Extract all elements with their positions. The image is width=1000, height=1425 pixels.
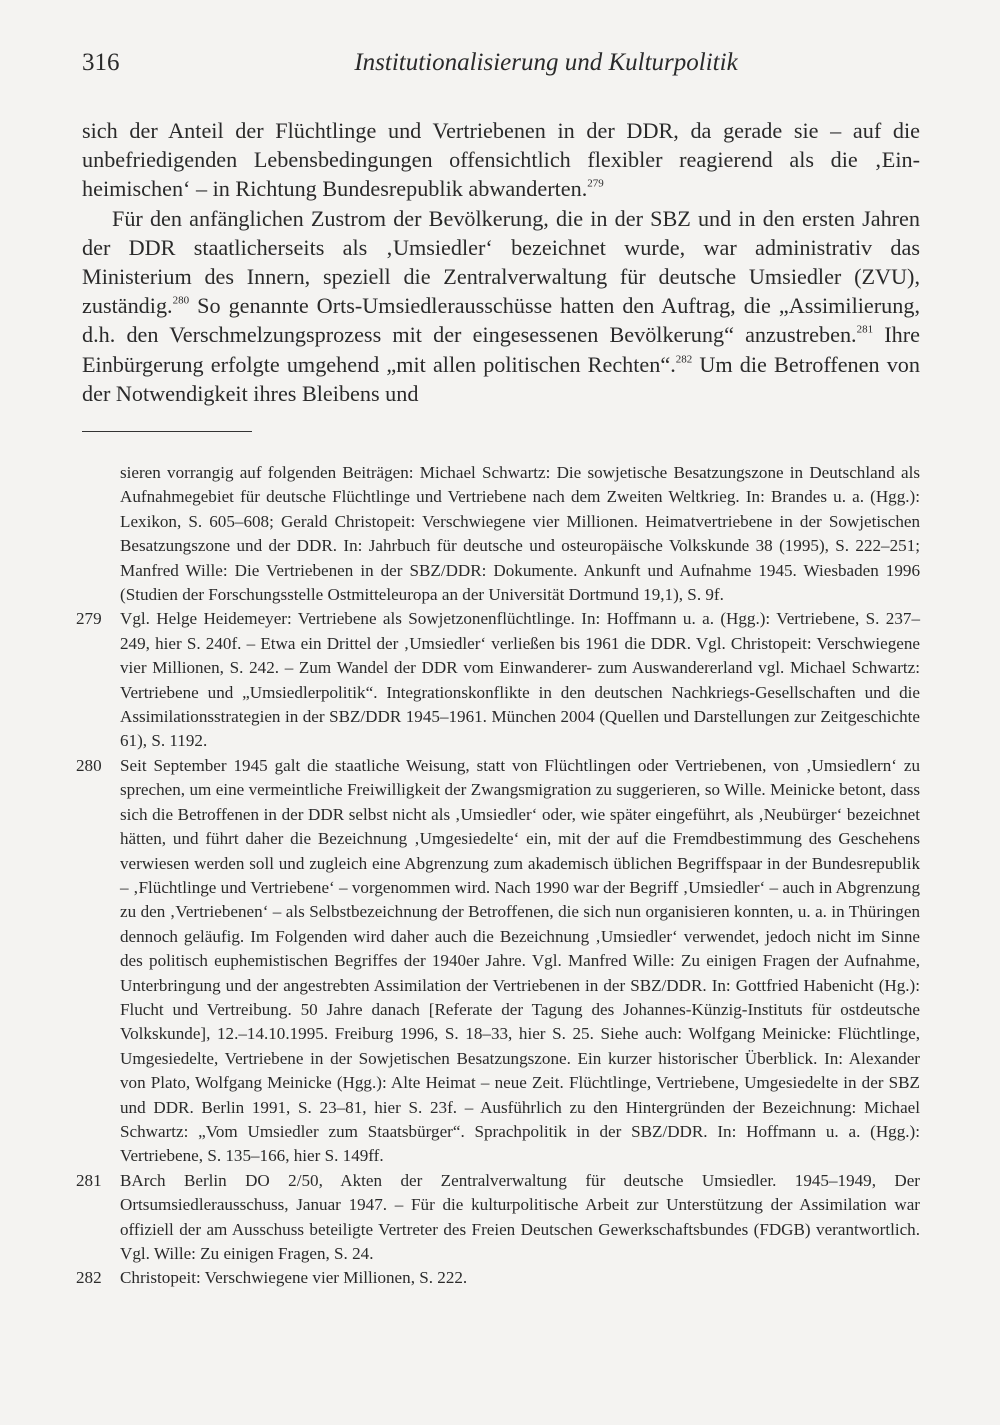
paragraph-2-text-c: Ihre Einbürgerung erfolgte umgehend „mit allen politischen Rechten“. — [82, 322, 920, 377]
footnote-ref-280[interactable]: 280 — [172, 294, 190, 307]
paragraph-1 — [82, 116, 920, 204]
footnote-text: Christopeit: Verschwiegene vier Millionen, S. 222. — [120, 1268, 468, 1288]
body-text — [82, 116, 920, 408]
paragraph-2-text-b: So genannte Orts-Umsiedlerausschüsse hatten den Auftrag, die „Assimilierung, d.h. den Verschmelzungsprozess mit der eingesessenen Bevölkerung“ anzustreben. — [82, 293, 920, 348]
footnote-number: 279 — [76, 609, 102, 629]
page-number: 316 — [82, 49, 120, 76]
footnote-281 — [76, 1169, 920, 1267]
footnote-text: Seit September 1945 galt die staatliche Weisung, statt von Flüchtlingen oder Vertriebenen, von ‚Umsiedlern‘ zu sprechen, um eine vermeintliche Freiwilligkeit der Zwangsmigration zu suggerieren, so Wille. Meinicke betont, dass sich die Betroffenen in der DDR selbst nicht als ‚Umsiedler‘ oder, wie später eingeführt, als ‚Neubürger‘ bezeichnet hätten, und führt daher die Bezeichnung ‚Umgesiedelte‘ ein, mit der auf die Fremdbestimmung des Geschehens verwiesen werden soll und zugleich eine Abgrenzung zum akademisch üblichen Begriffspaar in der Bundesrepublik – ‚Flüchtlinge und Vertriebene‘ – vorgenommen wird. Nach 1990 war der Begriff ‚Umsiedler‘ – auch in Abgrenzung zu den ‚Vertriebenen‘ – als Selbstbezeichnung der Betroffenen, die sich nun organisieren konnten, u. a. in Thüringen dennoch geläufig. Im Folgenden wird daher auch die Bezeichnung ‚Umsiedler‘ verwendet, jedoch nicht im Sinne des politisch euphemistischen Begriffes der 1940er Jahre. Vgl. Manfred Wille: Zu einigen Fragen der Aufnahme, Unterbringung und der angestrebten Assimilation der Vertriebenen in der SBZ/DDR. In: Gottfried Habenicht (Hg.): Flucht und Vertreibung. 50 Jahre danach [Referate der Tagung des Johannes-Künzig-Instituts für ostdeutsche Volkskunde], 12.–14.10.1995. Freiburg 1996, S. 18–33, hier S. 25. Siehe auch: Wolfgang Meinicke: Flüchtlinge, Umgesiedelte, Vertriebene in der Sowjetischen Besatzungszone. Ein kurzer historischer Überblick. In: Alexander von Plato, Wolfgang Meinicke (Hgg.): Alte Heimat – neue Zeit. Flüchtlinge, Vertriebene, Umgesiedelte in der SBZ und DDR. Berlin 1991, S. 23–81, hier S. 23f. – Ausführlich zu den Hintergründen der Bezeichnung: Michael Schwartz: „Vom Umsiedler zum Staatsbürger“. Sprachpolitik in der SBZ/DDR. In: Hoffmann u. a. (Hgg.): Vertriebene, S. 135–166, hier S. 149ff. — [120, 755, 920, 1166]
paragraph-2-text-a: Für den anfänglichen Zustrom der Bevölkerung, die in der SBZ und in den ersten Jahren der DDR staatlicherseits als ‚Umsiedler‘ bezeichnet wurde, war administrativ das Ministerium des Innern, speziell die Zentralverwaltung für deutsche Umsiedler (ZVU), zuständig. — [82, 205, 920, 319]
footnote-separator — [82, 431, 252, 432]
footnote-text: Vgl. Helge Heidemeyer: Vertriebene als Sowjetzonenflüchtlinge. In: Hoffmann u. a. (Hgg.): Vertriebene, S. 237–249, hier S. 240f. – Etwa ein Drittel der ‚Umsiedler‘ verließen bis 1961 die DDR. Vgl. Christopeit: Verschwiegene vier Millionen, S. 242. – Zum Wandel der DDR vom Einwanderer- zum Auswandererland vgl. Michael Schwartz: Vertriebene und „Umsiedlerpolitik“. Integrationskonflikte in den deutschen Nachkriegs-Gesellschaften und die Assimilationsstrategien in der SBZ/DDR 1945–1961. München 2004 (Quellen und Darstellungen zur Zeitgeschichte 61), S. 1192. — [120, 609, 920, 751]
footnote-280 — [76, 754, 920, 1169]
footnote-number: 282 — [76, 1268, 102, 1288]
footnote-ref-281[interactable]: 281 — [856, 324, 874, 337]
footnote-ref-282[interactable]: 282 — [675, 353, 693, 366]
footnote-continuation-text: sieren vorrangig auf folgenden Beiträgen: Michael Schwartz: Die sowjetische Besatzungszone in Deutschland als Aufnahmegebiet für deutsche Flüchtlinge und Vertriebene nach dem Zweiten Weltkrieg. In: Brandes u. a. (Hgg.): Lexikon, S. 605–608; Gerald Christopeit: Verschwiegene vier Millionen. Heimatvertriebene in der Sowjetischen Besatzungszone und der DDR. In: Jahrbuch für deutsche und osteuropäische Volkskunde 38 (1995), S. 222–251; Manfred Wille: Die Vertriebenen in der SBZ/DDR: Dokumente. Ankunft und Aufnahme 1945. Wiesbaden 1996 (Studien der Forschungsstelle Ostmitteleuropa an der Universität Dortmund 19,1), S. 9f. — [120, 463, 920, 605]
running-title: Institutionalisierung und Kulturpolitik — [354, 49, 738, 76]
footnote-continuation — [82, 461, 920, 607]
footnote-282 — [76, 1266, 920, 1290]
footnote-number: 280 — [76, 755, 102, 775]
footnote-number: 281 — [76, 1170, 102, 1190]
footnote-ref-279[interactable]: 279 — [587, 178, 604, 191]
footnotes — [76, 461, 920, 1291]
paragraph-1-text: sich der Anteil der Flüchtlinge und Vertriebenen in der DDR, da gerade sie – auf die unbefriedigenden Lebensbedingungen offensichtlich flexibler reagierend als die ‚Einheimischen‘ – in Richtung Bundesrepublik abwanderten. — [82, 118, 920, 202]
paragraph-2 — [82, 204, 920, 408]
paragraph-2-text-d: Um die Betroffenen von der Notwendigkeit ihres Bleibens und — [82, 351, 920, 406]
footnote-text: BArch Berlin DO 2/50, Akten der Zentralverwaltung für deutsche Umsiedler. 1945–1949, Der Ortsumsiedlerausschuss, Januar 1947. – Für die kulturpolitische Arbeit zur Unterstützung der Assimilation war offiziell der am Ausschuss beteiligte Vertreter des Freien Deutschen Gewerkschaftsbundes (FDGB) verantwortlich. Vgl. Wille: Zu einigen Fragen, S. 24. — [120, 1170, 920, 1263]
footnote-279 — [76, 607, 920, 753]
